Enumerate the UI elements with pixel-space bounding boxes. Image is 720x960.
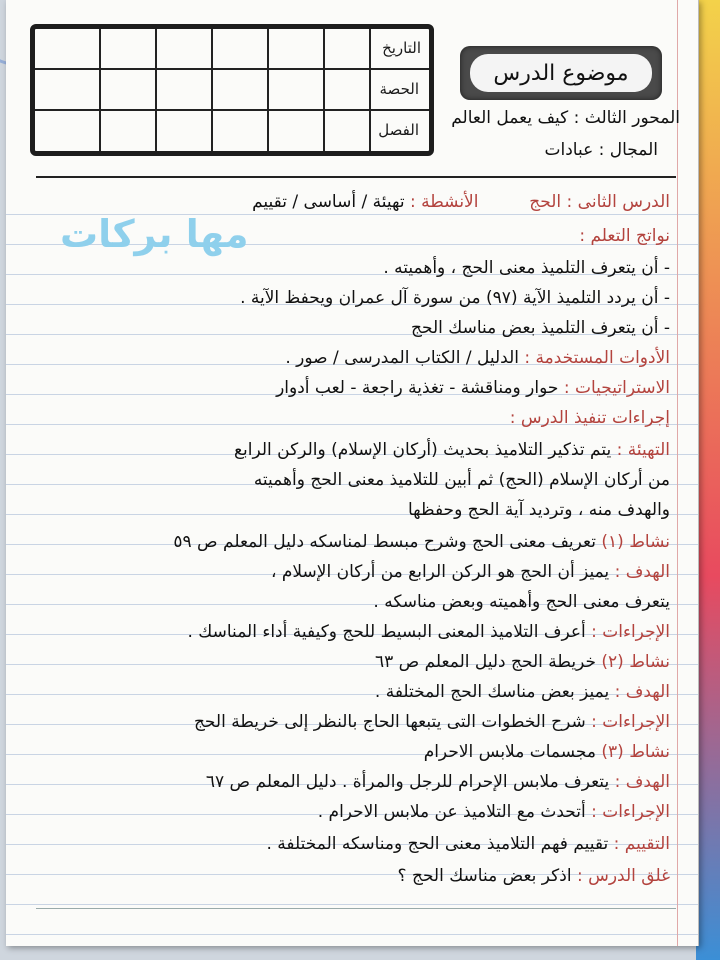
- author-watermark: مها بركات: [60, 212, 249, 256]
- activity-1-label: نشاط (١): [601, 532, 670, 552]
- activity-1-goal-row: [271, 562, 670, 582]
- tools-label: الأدوات المستخدمة :: [524, 348, 670, 368]
- background-corner-top-right: [696, 0, 720, 960]
- grid-column-line: [99, 29, 101, 151]
- grid-row-line: [35, 68, 429, 70]
- procedures-heading: إجراءات تنفيذ الدرس :: [509, 408, 670, 428]
- activity-1-row: [173, 532, 670, 552]
- axis-line: المحور الثالث : كيف يعمل العالم: [451, 108, 680, 128]
- outcome-2: - أن يردد التلميذ الآية (٩٧) من سورة آل عمران ويحفظ الآية .: [240, 288, 670, 308]
- footer-line: [36, 908, 676, 909]
- activity-2-procedures-row: [194, 712, 670, 732]
- activity-3-goal-row: [206, 772, 670, 792]
- grid-label-date: التاريخ: [382, 39, 421, 57]
- goal-value: يتعرف ملابس الإحرام للرجل والمرأة . دليل المعلم ص ٦٧: [205, 772, 610, 792]
- activity-3-procedures-row: [318, 802, 670, 822]
- ruled-line: [6, 904, 698, 905]
- procedures-value: أتحدث مع التلاميذ عن ملابس الاحرام .: [317, 802, 586, 822]
- procedures-label: الإجراءات :: [591, 622, 670, 642]
- tools-value: الدليل / الكتاب المدرسى / صور .: [285, 348, 519, 368]
- assessment-label: التقييم :: [613, 834, 670, 854]
- procedures-label: الإجراءات :: [591, 802, 670, 822]
- activity-1-procedures-row: [188, 622, 671, 642]
- closing-value: اذكر بعض مناسك الحج ؟: [397, 866, 572, 886]
- activity-1-value: تعريف معنى الحج وشرح مبسط لمناسكه دليل المعلم ص ٥٩: [173, 532, 596, 552]
- header-separator: [36, 176, 676, 178]
- activity-2-row: [375, 652, 670, 672]
- grid-column-line: [267, 29, 269, 151]
- worksheet-page: [6, 0, 699, 946]
- activity-3-row: [424, 742, 670, 762]
- lesson-title: الدرس الثانى : الحج: [529, 192, 670, 212]
- tools-row: [285, 348, 670, 368]
- activity-2-value: خريطة الحج دليل المعلم ص ٦٣: [374, 652, 596, 672]
- goal-label: الهدف :: [614, 562, 670, 582]
- grid-column-line: [323, 29, 325, 151]
- procedures-label: الإجراءات :: [591, 712, 670, 732]
- learning-outcomes-heading: نواتج التعلم :: [579, 226, 670, 246]
- activity-1-goal-line-2: يتعرف معنى الحج وأهميته وبعض مناسكه .: [373, 592, 670, 612]
- assessment-value: تقييم فهم التلاميذ معنى الحج ومناسكه المختلفة .: [266, 834, 609, 854]
- warmup-value: يتم تذكير التلاميذ بحديث (أركان الإسلام) والركن الرابع: [233, 440, 612, 460]
- activity-2-goal-row: [375, 682, 670, 702]
- warmup-row: [234, 440, 670, 460]
- outcome-3: - أن يتعرف التلميذ بعض مناسك الحج: [411, 318, 670, 338]
- field-line: المجال : عبادات: [544, 140, 658, 160]
- goal-label: الهدف :: [614, 682, 670, 702]
- strategies-row: [276, 378, 670, 398]
- goal-value: يميز بعض مناسك الحج المختلفة .: [374, 682, 610, 702]
- warmup-label: التهيئة :: [616, 440, 670, 460]
- goal-label: الهدف :: [614, 772, 670, 792]
- lesson-title-row: [252, 192, 670, 212]
- assessment-row: [266, 834, 670, 854]
- procedures-value: أعرف التلاميذ المعنى البسيط للحج وكيفية أداء المناسك .: [187, 622, 586, 642]
- closing-row: [398, 866, 670, 886]
- date-period-class-grid: [30, 24, 434, 156]
- grid-column-line: [369, 29, 371, 151]
- outcome-1: - أن يتعرف التلميذ معنى الحج ، وأهميته .: [383, 258, 670, 278]
- strategies-value: حوار ومناقشة - تغذية راجعة - لعب أدوار: [276, 378, 559, 398]
- warmup-line-2: من أركان الإسلام (الحج) ثم أبين للتلاميذ معنى الحج وأهميته: [253, 470, 670, 490]
- grid-column-line: [211, 29, 213, 151]
- activity-2-label: نشاط (٢): [601, 652, 670, 672]
- grid-row-line: [35, 109, 429, 111]
- lesson-topic-title: موضوع الدرس: [470, 54, 652, 92]
- goal-value: يميز أن الحج هو الركن الرابع من أركان الإسلام ،: [271, 562, 610, 582]
- lesson-topic-badge: [460, 46, 662, 100]
- activities-value: تهيئة / أساسى / تقييم: [252, 192, 405, 212]
- grid-label-class: الفصل: [378, 121, 419, 139]
- grid-label-period: الحصة: [379, 80, 419, 98]
- ruled-line: [6, 934, 698, 935]
- strategies-label: الاستراتيجيات :: [563, 378, 670, 398]
- activity-3-label: نشاط (٣): [601, 742, 670, 762]
- activity-3-value: مجسمات ملابس الاحرام: [423, 742, 596, 762]
- grid-column-line: [155, 29, 157, 151]
- activities-label: الأنشطة :: [409, 192, 479, 212]
- warmup-line-3: والهدف منه ، وترديد آية الحج وحفظها: [408, 500, 670, 520]
- page-margin-line: [677, 0, 678, 946]
- closing-label: غلق الدرس :: [576, 866, 670, 886]
- procedures-value: شرح الخطوات التى يتبعها الحاج بالنظر إلى خريطة الحج: [193, 712, 586, 732]
